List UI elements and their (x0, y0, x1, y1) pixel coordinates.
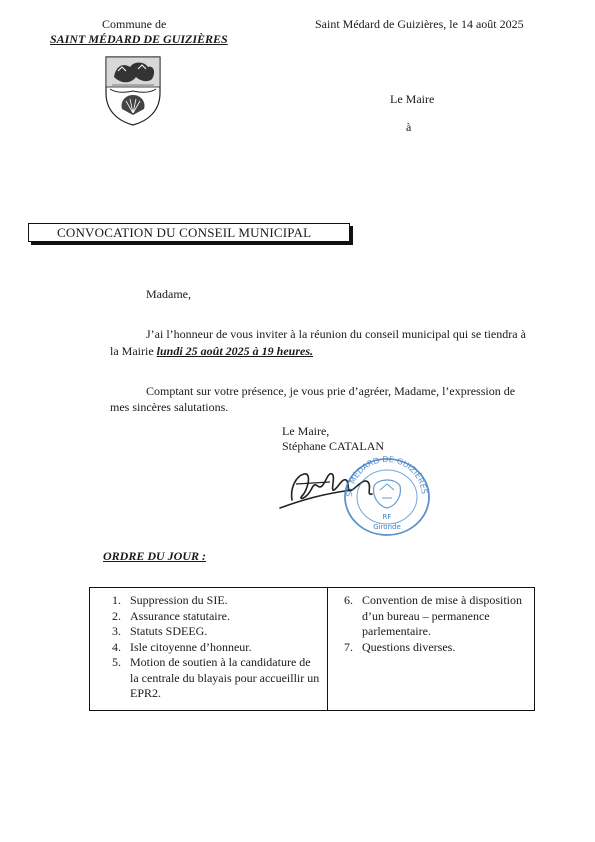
agenda-item-text: Suppression du SIE. (130, 593, 228, 607)
place-date: Saint Médard de Guizières, le 14 août 2025 (315, 17, 524, 31)
closing-line-2: mes sincères salutations. (110, 400, 229, 414)
agenda-item-text: Questions diverses. (362, 639, 456, 654)
crest-icon (104, 55, 162, 127)
stamp-bottom-text: Gironde (373, 523, 401, 531)
meeting-date: lundi 25 août 2025 à 19 heures. (156, 344, 314, 358)
document-title (28, 223, 350, 242)
agenda-item-text: Motion de soutien à la candidature de la centrale du blayais pour accueillir un EPR2. (130, 655, 320, 700)
agenda-item (112, 624, 322, 640)
agenda-item-text: Convention de mise à disposition d’un bureau – permanence parlementaire. (362, 593, 522, 638)
recipient-to: à (406, 120, 412, 134)
agenda-item-text: Statuts SDEEG. (130, 624, 208, 638)
agenda-item (344, 593, 530, 640)
signatory-title: Le Maire, (282, 424, 330, 438)
signatory-name: Stéphane CATALAN (282, 439, 385, 453)
agenda-item-text: Assurance statutaire. (130, 608, 230, 623)
agenda-right-column (344, 593, 530, 655)
stamp-icon (342, 456, 432, 538)
commune-label: Commune de (102, 17, 167, 31)
invitation-line-1: J’ai l’honneur de vous inviter à la réunion du conseil municipal qui se tiendra à (146, 327, 526, 341)
agenda-item-number: 7. (344, 639, 353, 654)
agenda-item (112, 609, 322, 625)
commune-name: SAINT MÉDARD DE GUIZIÈRES (50, 32, 228, 46)
agenda-item-number: 5. (112, 655, 121, 669)
recipient-title: Le Maire (390, 92, 435, 106)
agenda-item-number: 3. (112, 624, 121, 638)
agenda-item-number: 4. (112, 639, 121, 654)
invitation-line-2-prefix: la Mairie (110, 344, 157, 358)
agenda-heading: ORDRE DU JOUR : (103, 549, 207, 563)
stamp-center-text: RF (382, 513, 392, 521)
invitation-line-2 (110, 344, 313, 359)
salutation: Madame, (146, 287, 191, 301)
agenda-item-number: 6. (344, 593, 353, 607)
stamp-ring-text: ST MÉDARD DE GUIZIÈRES (344, 456, 429, 498)
agenda-item-number: 1. (112, 593, 121, 607)
agenda-item (112, 593, 322, 609)
municipal-crest-logo (104, 55, 162, 127)
official-stamp (342, 456, 432, 538)
agenda-item-number: 2. (112, 608, 121, 623)
agenda-item (344, 640, 530, 656)
agenda-item-text: Isle citoyenne d’honneur. (130, 639, 252, 654)
agenda-item (112, 640, 322, 656)
agenda-divider (327, 588, 328, 710)
agenda-item (112, 655, 322, 702)
agenda-left-column (112, 593, 322, 702)
document-title-text: CONVOCATION DU CONSEIL MUNICIPAL (57, 224, 312, 240)
closing-line-1: Comptant sur votre présence, je vous prie d’agréer, Madame, l’expression de (146, 384, 516, 398)
agenda-table (89, 587, 535, 711)
